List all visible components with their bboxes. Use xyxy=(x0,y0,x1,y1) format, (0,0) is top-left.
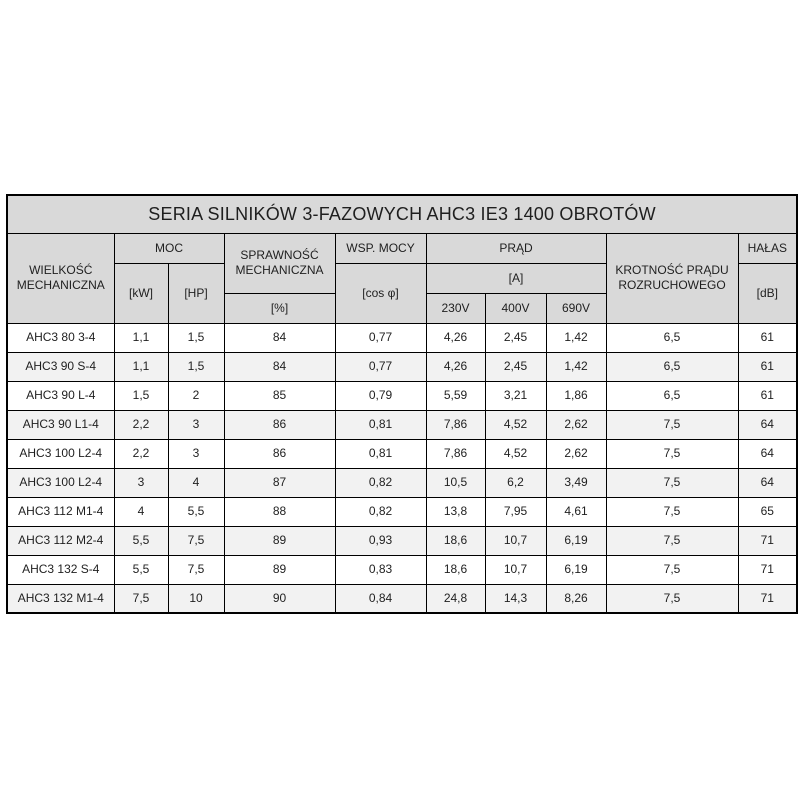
value-cell: 84 xyxy=(224,352,335,381)
col-header-230v: 230V xyxy=(426,293,485,323)
value-cell: 3,21 xyxy=(485,381,546,410)
value-cell: 10,7 xyxy=(485,555,546,584)
value-cell: 4 xyxy=(168,468,224,497)
value-cell: 6,5 xyxy=(606,323,738,352)
table-row xyxy=(7,381,797,410)
value-cell: 3 xyxy=(168,410,224,439)
col-header-kw-unit: [kW] xyxy=(114,263,168,323)
col-header-690v: 690V xyxy=(546,293,606,323)
motor-size-cell: AHC3 132 M1-4 xyxy=(7,584,114,613)
value-cell: 85 xyxy=(224,381,335,410)
value-cell: 7,86 xyxy=(426,439,485,468)
col-header-hp-unit: [HP] xyxy=(168,263,224,323)
value-cell: 4 xyxy=(114,497,168,526)
col-header-current: PRĄD xyxy=(426,233,606,263)
value-cell: 2,45 xyxy=(485,352,546,381)
motor-size-cell: AHC3 100 L2-4 xyxy=(7,439,114,468)
value-cell: 2,2 xyxy=(114,410,168,439)
value-cell: 24,8 xyxy=(426,584,485,613)
value-cell: 3 xyxy=(168,439,224,468)
table-row xyxy=(7,584,797,613)
value-cell: 88 xyxy=(224,497,335,526)
value-cell: 1,42 xyxy=(546,323,606,352)
value-cell: 18,6 xyxy=(426,526,485,555)
value-cell: 0,81 xyxy=(335,439,426,468)
value-cell: 0,79 xyxy=(335,381,426,410)
value-cell: 4,52 xyxy=(485,439,546,468)
value-cell: 2 xyxy=(168,381,224,410)
value-cell: 90 xyxy=(224,584,335,613)
value-cell: 3,49 xyxy=(546,468,606,497)
value-cell: 87 xyxy=(224,468,335,497)
value-cell: 7,5 xyxy=(606,439,738,468)
col-header-400v: 400V xyxy=(485,293,546,323)
value-cell: 5,59 xyxy=(426,381,485,410)
col-header-starting-current-ratio: KROTNOŚĆ PRĄDU ROZRUCHOWEGO xyxy=(606,233,738,323)
table-row xyxy=(7,468,797,497)
value-cell: 6,19 xyxy=(546,526,606,555)
value-cell: 6,19 xyxy=(546,555,606,584)
table-row xyxy=(7,323,797,352)
table-row xyxy=(7,526,797,555)
value-cell: 2,62 xyxy=(546,439,606,468)
value-cell: 10 xyxy=(168,584,224,613)
value-cell: 0,77 xyxy=(335,352,426,381)
value-cell: 4,52 xyxy=(485,410,546,439)
value-cell: 7,5 xyxy=(606,497,738,526)
table-body xyxy=(7,323,797,613)
value-cell: 10,5 xyxy=(426,468,485,497)
value-cell: 0,93 xyxy=(335,526,426,555)
col-header-power: MOC xyxy=(114,233,224,263)
value-cell: 8,26 xyxy=(546,584,606,613)
value-cell: 0,84 xyxy=(335,584,426,613)
col-header-cos-phi-unit: [cos φ] xyxy=(335,263,426,323)
value-cell: 64 xyxy=(738,410,797,439)
value-cell: 7,5 xyxy=(168,526,224,555)
value-cell: 14,3 xyxy=(485,584,546,613)
value-cell: 1,86 xyxy=(546,381,606,410)
value-cell: 1,5 xyxy=(168,323,224,352)
value-cell: 2,2 xyxy=(114,439,168,468)
table-row xyxy=(7,439,797,468)
table-row xyxy=(7,555,797,584)
value-cell: 10,7 xyxy=(485,526,546,555)
motor-size-cell: AHC3 90 L-4 xyxy=(7,381,114,410)
col-header-percent-unit: [%] xyxy=(224,293,335,323)
value-cell: 13,8 xyxy=(426,497,485,526)
value-cell: 0,82 xyxy=(335,497,426,526)
col-header-noise: HAŁAS xyxy=(738,233,797,263)
value-cell: 7,5 xyxy=(168,555,224,584)
motor-size-cell: AHC3 80 3-4 xyxy=(7,323,114,352)
value-cell: 64 xyxy=(738,468,797,497)
value-cell: 18,6 xyxy=(426,555,485,584)
value-cell: 1,5 xyxy=(114,381,168,410)
value-cell: 61 xyxy=(738,323,797,352)
header-row-1 xyxy=(7,233,797,263)
value-cell: 1,42 xyxy=(546,352,606,381)
motor-size-cell: AHC3 112 M1-4 xyxy=(7,497,114,526)
value-cell: 64 xyxy=(738,439,797,468)
motor-size-cell: AHC3 90 S-4 xyxy=(7,352,114,381)
value-cell: 7,5 xyxy=(606,468,738,497)
value-cell: 7,5 xyxy=(606,555,738,584)
value-cell: 4,26 xyxy=(426,352,485,381)
motor-size-cell: AHC3 132 S-4 xyxy=(7,555,114,584)
motor-size-cell: AHC3 90 L1-4 xyxy=(7,410,114,439)
value-cell: 5,5 xyxy=(114,555,168,584)
value-cell: 61 xyxy=(738,352,797,381)
table-title-row xyxy=(7,195,797,233)
table-row xyxy=(7,410,797,439)
value-cell: 6,5 xyxy=(606,352,738,381)
col-header-efficiency: SPRAWNOŚĆ MECHANICZNA xyxy=(224,233,335,293)
motor-size-cell: AHC3 112 M2-4 xyxy=(7,526,114,555)
value-cell: 7,95 xyxy=(485,497,546,526)
value-cell: 86 xyxy=(224,439,335,468)
value-cell: 6,2 xyxy=(485,468,546,497)
table-row xyxy=(7,352,797,381)
value-cell: 1,1 xyxy=(114,352,168,381)
value-cell: 3 xyxy=(114,468,168,497)
value-cell: 4,61 xyxy=(546,497,606,526)
value-cell: 86 xyxy=(224,410,335,439)
col-header-mechanical-size: WIELKOŚĆ MECHANICZNA xyxy=(7,233,114,323)
col-header-power-factor: WSP. MOCY xyxy=(335,233,426,263)
value-cell: 0,82 xyxy=(335,468,426,497)
value-cell: 0,83 xyxy=(335,555,426,584)
value-cell: 61 xyxy=(738,381,797,410)
value-cell: 5,5 xyxy=(114,526,168,555)
value-cell: 84 xyxy=(224,323,335,352)
value-cell: 71 xyxy=(738,584,797,613)
value-cell: 89 xyxy=(224,555,335,584)
value-cell: 1,5 xyxy=(168,352,224,381)
value-cell: 7,5 xyxy=(606,584,738,613)
value-cell: 71 xyxy=(738,555,797,584)
value-cell: 0,77 xyxy=(335,323,426,352)
value-cell: 0,81 xyxy=(335,410,426,439)
value-cell: 7,5 xyxy=(606,526,738,555)
motor-size-cell: AHC3 100 L2-4 xyxy=(7,468,114,497)
table-row xyxy=(7,497,797,526)
col-header-db-unit: [dB] xyxy=(738,263,797,323)
value-cell: 5,5 xyxy=(168,497,224,526)
value-cell: 6,5 xyxy=(606,381,738,410)
value-cell: 7,86 xyxy=(426,410,485,439)
value-cell: 7,5 xyxy=(114,584,168,613)
value-cell: 89 xyxy=(224,526,335,555)
value-cell: 71 xyxy=(738,526,797,555)
col-header-ampere-unit: [A] xyxy=(426,263,606,293)
value-cell: 4,26 xyxy=(426,323,485,352)
value-cell: 1,1 xyxy=(114,323,168,352)
table-title: SERIA SILNIKÓW 3-FAZOWYCH AHC3 IE3 1400 OBROTÓW xyxy=(7,195,797,233)
value-cell: 7,5 xyxy=(606,410,738,439)
value-cell: 65 xyxy=(738,497,797,526)
value-cell: 2,62 xyxy=(546,410,606,439)
value-cell: 2,45 xyxy=(485,323,546,352)
motor-spec-table xyxy=(6,194,798,614)
